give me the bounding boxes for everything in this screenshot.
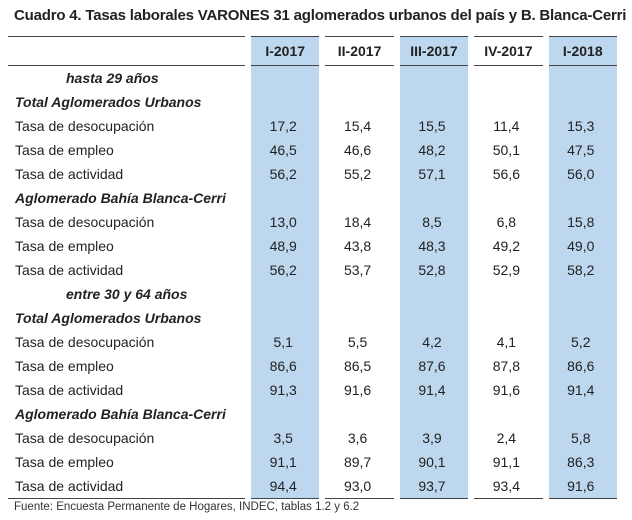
age-group-label: hasta 29 años	[66, 70, 159, 86]
value-cell: 13,0	[248, 210, 322, 234]
value-cell	[322, 186, 396, 210]
value-cell: 93,0	[322, 474, 396, 499]
row-label: Tasa de actividad	[15, 382, 124, 398]
table-row	[8, 234, 620, 258]
value-cell: 8,5	[397, 210, 471, 234]
value-cell: 58,2	[546, 258, 620, 282]
section-row	[8, 90, 620, 114]
column-header-4: IV-2017	[471, 37, 545, 66]
value-cell	[248, 90, 322, 114]
value-cell: 56,0	[546, 162, 620, 186]
value-cell: 52,9	[471, 258, 545, 282]
column-header-5: I-2018	[546, 37, 620, 66]
value-cell: 91,4	[546, 378, 620, 402]
value-cell: 86,6	[248, 354, 322, 378]
value-cell	[397, 186, 471, 210]
value-cell	[322, 66, 396, 91]
value-cell	[471, 66, 545, 91]
value-cell: 91,6	[322, 378, 396, 402]
row-label: Tasa de empleo	[15, 358, 114, 374]
value-cell	[248, 186, 322, 210]
row-label: Tasa de actividad	[15, 166, 124, 182]
value-cell: 91,6	[546, 474, 620, 499]
row-label: Tasa de actividad	[8, 474, 248, 499]
value-cell: 15,5	[397, 114, 471, 138]
value-cell: 91,1	[471, 450, 545, 474]
value-cell: 11,4	[471, 114, 545, 138]
column-header-1: I-2017	[248, 37, 322, 66]
value-cell	[471, 186, 545, 210]
value-cell	[546, 186, 620, 210]
value-cell: 91,4	[397, 378, 471, 402]
table-row	[8, 474, 620, 499]
value-cell: 46,5	[248, 138, 322, 162]
table-row	[8, 210, 620, 234]
value-cell	[546, 90, 620, 114]
column-header-3: III-2017	[397, 37, 471, 66]
value-cell: 5,1	[248, 330, 322, 354]
value-cell	[248, 402, 322, 426]
value-cell: 4,1	[471, 330, 545, 354]
section-row	[8, 306, 620, 330]
value-cell: 94,4	[248, 474, 322, 499]
section-row	[8, 402, 620, 426]
value-cell	[248, 306, 322, 330]
value-cell: 46,6	[322, 138, 396, 162]
table-row	[8, 354, 620, 378]
value-cell: 18,4	[322, 210, 396, 234]
value-cell: 4,2	[397, 330, 471, 354]
value-cell	[546, 402, 620, 426]
value-cell: 48,2	[397, 138, 471, 162]
value-cell	[471, 402, 545, 426]
table-row	[8, 138, 620, 162]
value-cell	[248, 282, 322, 306]
value-cell	[471, 306, 545, 330]
value-cell: 86,3	[546, 450, 620, 474]
value-cell: 93,4	[471, 474, 545, 499]
value-cell	[397, 66, 471, 91]
table-title: Cuadro 4. Tasas laborales VARONES 31 aglomerados urbanos del país y B. Blanca-Cerri	[14, 7, 627, 24]
row-label: Tasa de actividad	[15, 262, 124, 278]
value-cell	[397, 306, 471, 330]
value-cell: 43,8	[322, 234, 396, 258]
value-cell	[248, 66, 322, 91]
table-row	[8, 378, 620, 402]
value-cell: 5,5	[322, 330, 396, 354]
value-cell: 91,1	[248, 450, 322, 474]
value-cell	[397, 402, 471, 426]
header-row	[8, 37, 620, 66]
value-cell: 89,7	[322, 450, 396, 474]
row-label: Tasa de desocupación	[15, 214, 155, 230]
value-cell	[397, 282, 471, 306]
value-cell: 17,2	[248, 114, 322, 138]
value-cell	[546, 282, 620, 306]
table-row	[8, 258, 620, 282]
value-cell: 6,8	[471, 210, 545, 234]
value-cell: 47,5	[546, 138, 620, 162]
value-cell: 48,9	[248, 234, 322, 258]
value-cell: 56,6	[471, 162, 545, 186]
value-cell: 5,8	[546, 426, 620, 450]
age-group-row	[8, 282, 620, 306]
value-cell: 48,3	[397, 234, 471, 258]
value-cell: 86,5	[322, 354, 396, 378]
section-label: Aglomerado Bahía Blanca-Cerri	[15, 190, 226, 206]
value-cell: 55,2	[322, 162, 396, 186]
value-cell: 87,6	[397, 354, 471, 378]
value-cell: 53,7	[322, 258, 396, 282]
value-cell: 15,4	[322, 114, 396, 138]
table-row	[8, 426, 620, 450]
value-cell: 5,2	[546, 330, 620, 354]
value-cell: 57,1	[397, 162, 471, 186]
value-cell	[546, 306, 620, 330]
value-cell: 49,2	[471, 234, 545, 258]
section-label: Total Aglomerados Urbanos	[15, 94, 202, 110]
value-cell: 91,3	[248, 378, 322, 402]
row-label: Tasa de empleo	[15, 454, 114, 470]
value-cell	[322, 90, 396, 114]
value-cell: 52,8	[397, 258, 471, 282]
value-cell: 90,1	[397, 450, 471, 474]
section-label: Aglomerado Bahía Blanca-Cerri	[15, 406, 226, 422]
labor-rates-table-container	[8, 36, 620, 499]
value-cell: 56,2	[248, 162, 322, 186]
header-label-cell	[8, 37, 248, 66]
value-cell: 3,9	[397, 426, 471, 450]
value-cell	[471, 282, 545, 306]
row-label: Tasa de empleo	[15, 238, 114, 254]
value-cell: 15,8	[546, 210, 620, 234]
row-label: Tasa de empleo	[15, 142, 114, 158]
age-group-label: entre 30 y 64 años	[66, 286, 188, 302]
source-note: Fuente: Encuesta Permanente de Hogares, INDEC, tablas 1.2 y 6.2	[14, 501, 360, 513]
value-cell: 49,0	[546, 234, 620, 258]
value-cell	[397, 90, 471, 114]
labor-rates-table	[8, 36, 623, 499]
value-cell: 3,6	[322, 426, 396, 450]
value-cell: 2,4	[471, 426, 545, 450]
table-row	[8, 330, 620, 354]
row-label: Tasa de desocupación	[15, 430, 155, 446]
value-cell: 87,8	[471, 354, 545, 378]
row-label: Tasa de desocupación	[15, 334, 155, 350]
value-cell: 3,5	[248, 426, 322, 450]
value-cell: 56,2	[248, 258, 322, 282]
value-cell	[322, 402, 396, 426]
table-row	[8, 162, 620, 186]
section-label: Total Aglomerados Urbanos	[15, 310, 202, 326]
value-cell: 93,7	[397, 474, 471, 499]
value-cell: 91,6	[471, 378, 545, 402]
value-cell: 50,1	[471, 138, 545, 162]
age-group-row	[8, 66, 620, 91]
table-row	[8, 450, 620, 474]
column-header-2: II-2017	[322, 37, 396, 66]
value-cell	[471, 90, 545, 114]
value-cell	[322, 306, 396, 330]
value-cell	[322, 282, 396, 306]
table-row	[8, 114, 620, 138]
value-cell	[546, 66, 620, 91]
value-cell: 86,6	[546, 354, 620, 378]
row-label: Tasa de desocupación	[15, 118, 155, 134]
table-body	[8, 66, 620, 499]
value-cell: 15,3	[546, 114, 620, 138]
section-row	[8, 186, 620, 210]
